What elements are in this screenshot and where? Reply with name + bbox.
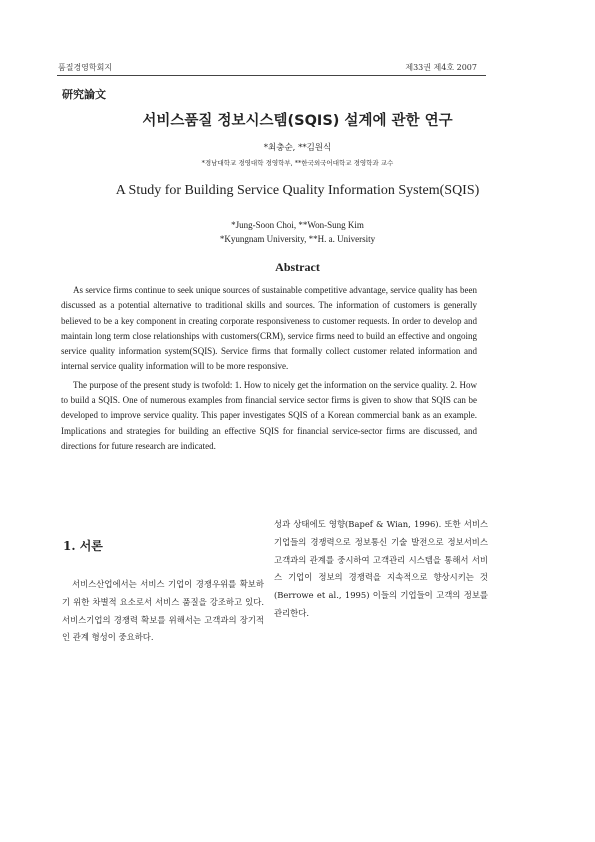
korean-title: 서비스품질 정보시스템(SQIS) 설계에 관한 연구 [142,113,453,129]
intro-continuation: 성과 상태에도 영향(Bapef & Wian, 1996). 또한 서비스 기업들의 경쟁력으로 정보통신 기술 발전으로 정보서비스 고객과의 관계를 중시하여 고객관리 시스템을 통해서 서비스 기업이 정보의 경쟁력을 지속적으로 향상시키는 것 (Berrowe et al., 1995) 이들의 기업들이 고객의 정보를 관리한다. [274,519,488,618]
abstract-body [61,283,477,457]
abstract-heading: Abstract [275,260,320,274]
intro-paragraph: 서비스산업에서는 서비스 기업이 경쟁우위를 확보하기 위한 차별적 요소로서 서비스 품질을 강조하고 있다. 서비스기업의 경쟁력 확보를 위해서는 고객과의 장기적인 관계 형성이 중요하다. [62,579,264,643]
volume-info: 제33권 제4호 2007 [405,63,477,72]
english-affiliation: *Kyungnam University, **H. a. University [219,234,376,244]
english-title: A Study for Building Service Quality Information System(SQIS) [115,183,480,198]
journal-name: 품질경영학회지 [58,63,113,72]
korean-affiliation: *경남대학교 경영대학 경영학부, **한국외국어대학교 경영학과 교수 [201,159,394,167]
body-column-right [274,516,488,623]
header-rule [57,75,486,76]
english-authors: *Jung-Soon Choi, **Won-Sung Kim [231,220,364,230]
abstract-paragraph-1: As service firms continue to seek unique sources of sustainable competitive advantage, service quality has been discussed as a potential alternative to traditional skills and sources. The information of customers is generally believed to be a key component in creating corporate responsiveness to customer requests. In order to develop and maintain long term close relationships with customers(CRM), service firms need to build an effective and ongoing service quality information system(SQIS). Service firms that formally collect customer related information and internal service quality information will to be more responsive. [61,285,477,372]
abstract-paragraph-2: The purpose of the present study is twofold: 1. How to nicely get the information on the service quality. 2. How to build a SQIS. One of numerous examples from financial service sector firms is given to show that SQIS can be developed to improve service quality. This paper investigates SQIS of a Korean commercial bank as an example. Implications and strategies for building an effective SQIS for financial service-sector firms are discussed, and directions for future research are indicated. [61,379,477,451]
korean-authors: *최충순, **김원식 [263,143,332,153]
article-type: 研究論文 [62,88,106,101]
section-heading-introduction: 1. 서론 [63,539,103,553]
body-column-left [62,576,264,647]
